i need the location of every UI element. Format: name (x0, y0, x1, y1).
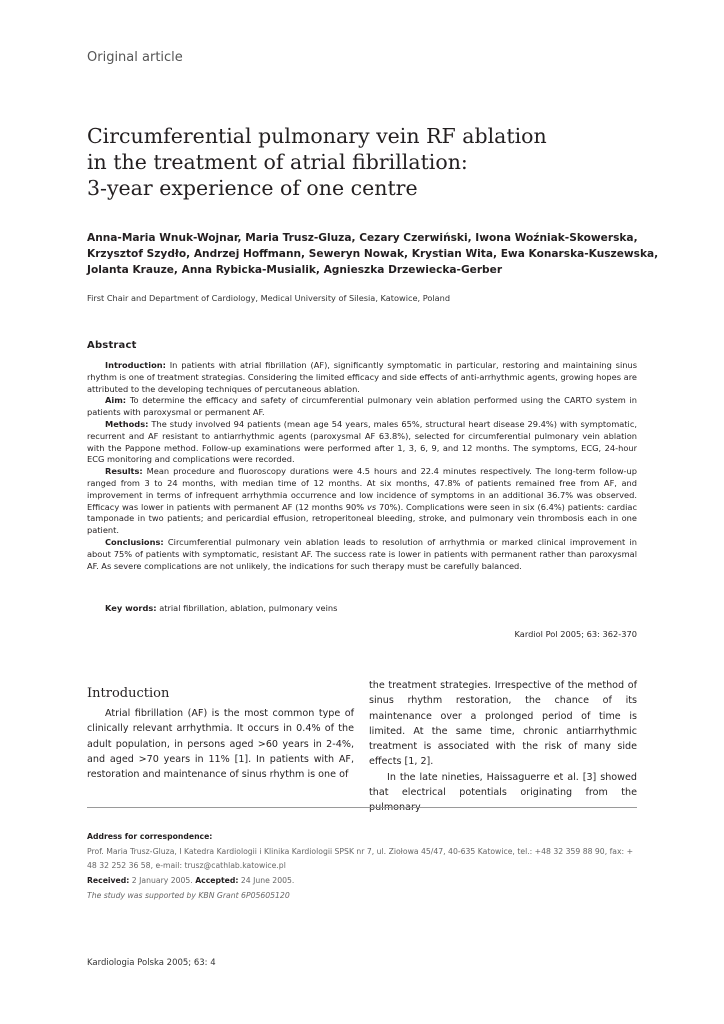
author-line: Krzysztof Szydło, Andrzej Hoffmann, Seweryn Nowak, Krystian Wita, Ewa Konarska-Kuszewska, (87, 248, 659, 260)
affiliation: First Chair and Department of Cardiology, Medical University of Silesia, Katowice, Poland (87, 293, 451, 303)
keywords-text: atrial fibrillation, ablation, pulmonary veins (159, 603, 338, 613)
author-line: Anna-Maria Wnuk-Wojnar, Maria Trusz-Gluza, Cezary Czerwiński, Iwona Woźniak-Skowerska, (87, 232, 638, 244)
abstract-aim-label: Aim: (105, 395, 127, 406)
abstract-results-text: Mean procedure and fluoroscopy durations were 4.5 hours and 22.4 minutes respectively. The long-term follow-up ranged from 3 to 24 months, with median time of 12 months. At six months, 47.8% of patients remained free from AF, and improvement in terms of infrequent arrhythmia occurrence and low incidence of symptoms in an additional 36.7% was observed. Efficacy was lower in patients with permanent AF (12 months 90% (87, 466, 638, 512)
abstract-introduction (87, 360, 637, 395)
article-title (87, 123, 647, 201)
keywords (87, 603, 637, 613)
abstract-heading: Abstract (87, 340, 137, 351)
abstract-aim (87, 395, 637, 419)
abstract-results-text-cont: 70%). Complications were seen in six (6.4%) patients: cardiac tamponade in two patients; and pericardial effusion, retroperitoneal bleeding, stroke, and pulmonary vein thrombosis each in one patient. (87, 501, 638, 536)
correspondence-heading: Address for correspondence: (87, 832, 213, 841)
grant-note: The study was supported by KBN Grant 6P05605120 (87, 890, 290, 900)
keywords-label: Key words: (105, 603, 157, 613)
received-label: Received: (87, 876, 130, 886)
author-list (87, 230, 659, 278)
correspondence-address: Prof. Maria Trusz-Gluza, I Katedra Kardiologii i Klinika Kardiologii SPSK nr 7, ul. Ziołowa 45/47, 40-635 Katowice, tel.: +48 32 359 88 90, fax: + 48 32 252 36 58, e-mail: trusz@cathlab.katowice.pl (87, 846, 634, 871)
abstract-methods (87, 419, 637, 466)
received-accepted (87, 874, 637, 889)
section-label: Original article (87, 50, 183, 65)
divider (87, 807, 637, 808)
title-line: 3-year experience of one centre (87, 176, 418, 200)
journal-citation: Kardiol Pol 2005; 63: 362-370 (514, 629, 637, 639)
introduction-paragraph: In the late nineties, Haissaguerre et al. [3] showed that electrical potentials originating from the pulmonary (369, 771, 637, 814)
author-line: Jolanta Krauze, Anna Rybicka-Musialik, Agnieszka Drzewiecka-Gerber (87, 264, 503, 276)
abstract-methods-label: Methods: (105, 418, 149, 429)
abstract-conclusions-label: Conclusions: (105, 536, 164, 547)
introduction-left-column (87, 706, 354, 782)
abstract-conclusions (87, 537, 637, 572)
abstract-methods-text: The study involved 94 patients (mean age 54 years, males 65%, structural heart disease 29.4%) with symptomatic, recurrent and AF resistant to antiarrhythmic agents (paroxysmal AF 63.8%), selected for circumferential pulmonary vein ablation with the Pappone method. Follow-up examinations were performed after 1, 3, 6, 9, and 12 months. The symptoms, ECG, 24-hour ECG monitoring and complications were recorded. (87, 418, 637, 465)
abstract-conclusions-text: Circumferential pulmonary vein ablation leads to resolution of arrhythmia or marked clinical improvement in about 75% of patients with symptomatic, resistant AF. The success rate is lower in patients with permanent rather than paroxysmal AF. As severe complications are not unlikely, the indications for such therapy must be carefully balanced. (87, 536, 637, 571)
received-date: 2 January 2005. (131, 876, 193, 886)
abstract-introduction-text: In patients with atrial fibrillation (AF), significantly symptomatic in particular, restoring and maintaining sinus rhythm is one of treatment strategias. Considering the limited efficacy and side effects of anti-arrhythmic agents, growing hopes are attributed to the developing techniques of percutaneous ablation. (87, 360, 637, 394)
introduction-paragraph: the treatment strategies. Irrespective of the method of sinus rhythm restoration, the chance of its maintenance over a prolonged period of time is limited. At the same time, chronic antiarrhythmic treatment is associated with the risk of many side effects [1, 2]. (369, 680, 637, 768)
abstract-results-label: Results: (105, 466, 143, 477)
accepted-date: 24 June 2005. (240, 876, 295, 886)
abstract-aim-text: To determine the efficacy and safety of circumferential pulmonary vein ablation performed using the CARTO system in patients with paroxysmal or permanent AF. (87, 395, 637, 418)
introduction-heading: Introduction (87, 686, 170, 701)
introduction-right-column (369, 678, 637, 816)
abstract-results-vs: vs (366, 501, 377, 512)
abstract-results (87, 466, 637, 537)
abstract-introduction-label: Introduction: (105, 360, 166, 370)
correspondence-block (87, 830, 637, 904)
page-footer: Kardiologia Polska 2005; 63: 4 (87, 958, 216, 968)
introduction-paragraph: Atrial fibrillation (AF) is the most common type of clinically relevant arrhythmia. It occurs in 0.4% of the adult population, in persons aged >60 years in 2-4%, and aged >70 years in 11% [1]. In patients with AF, restoration and maintenance of sinus rhythm is one of (87, 708, 354, 781)
title-line: in the treatment of atrial fibrillation: (87, 150, 468, 174)
accepted-label: Accepted: (195, 876, 239, 886)
title-line: Circumferential pulmonary vein RF ablation (87, 124, 547, 148)
abstract-body (87, 360, 637, 572)
